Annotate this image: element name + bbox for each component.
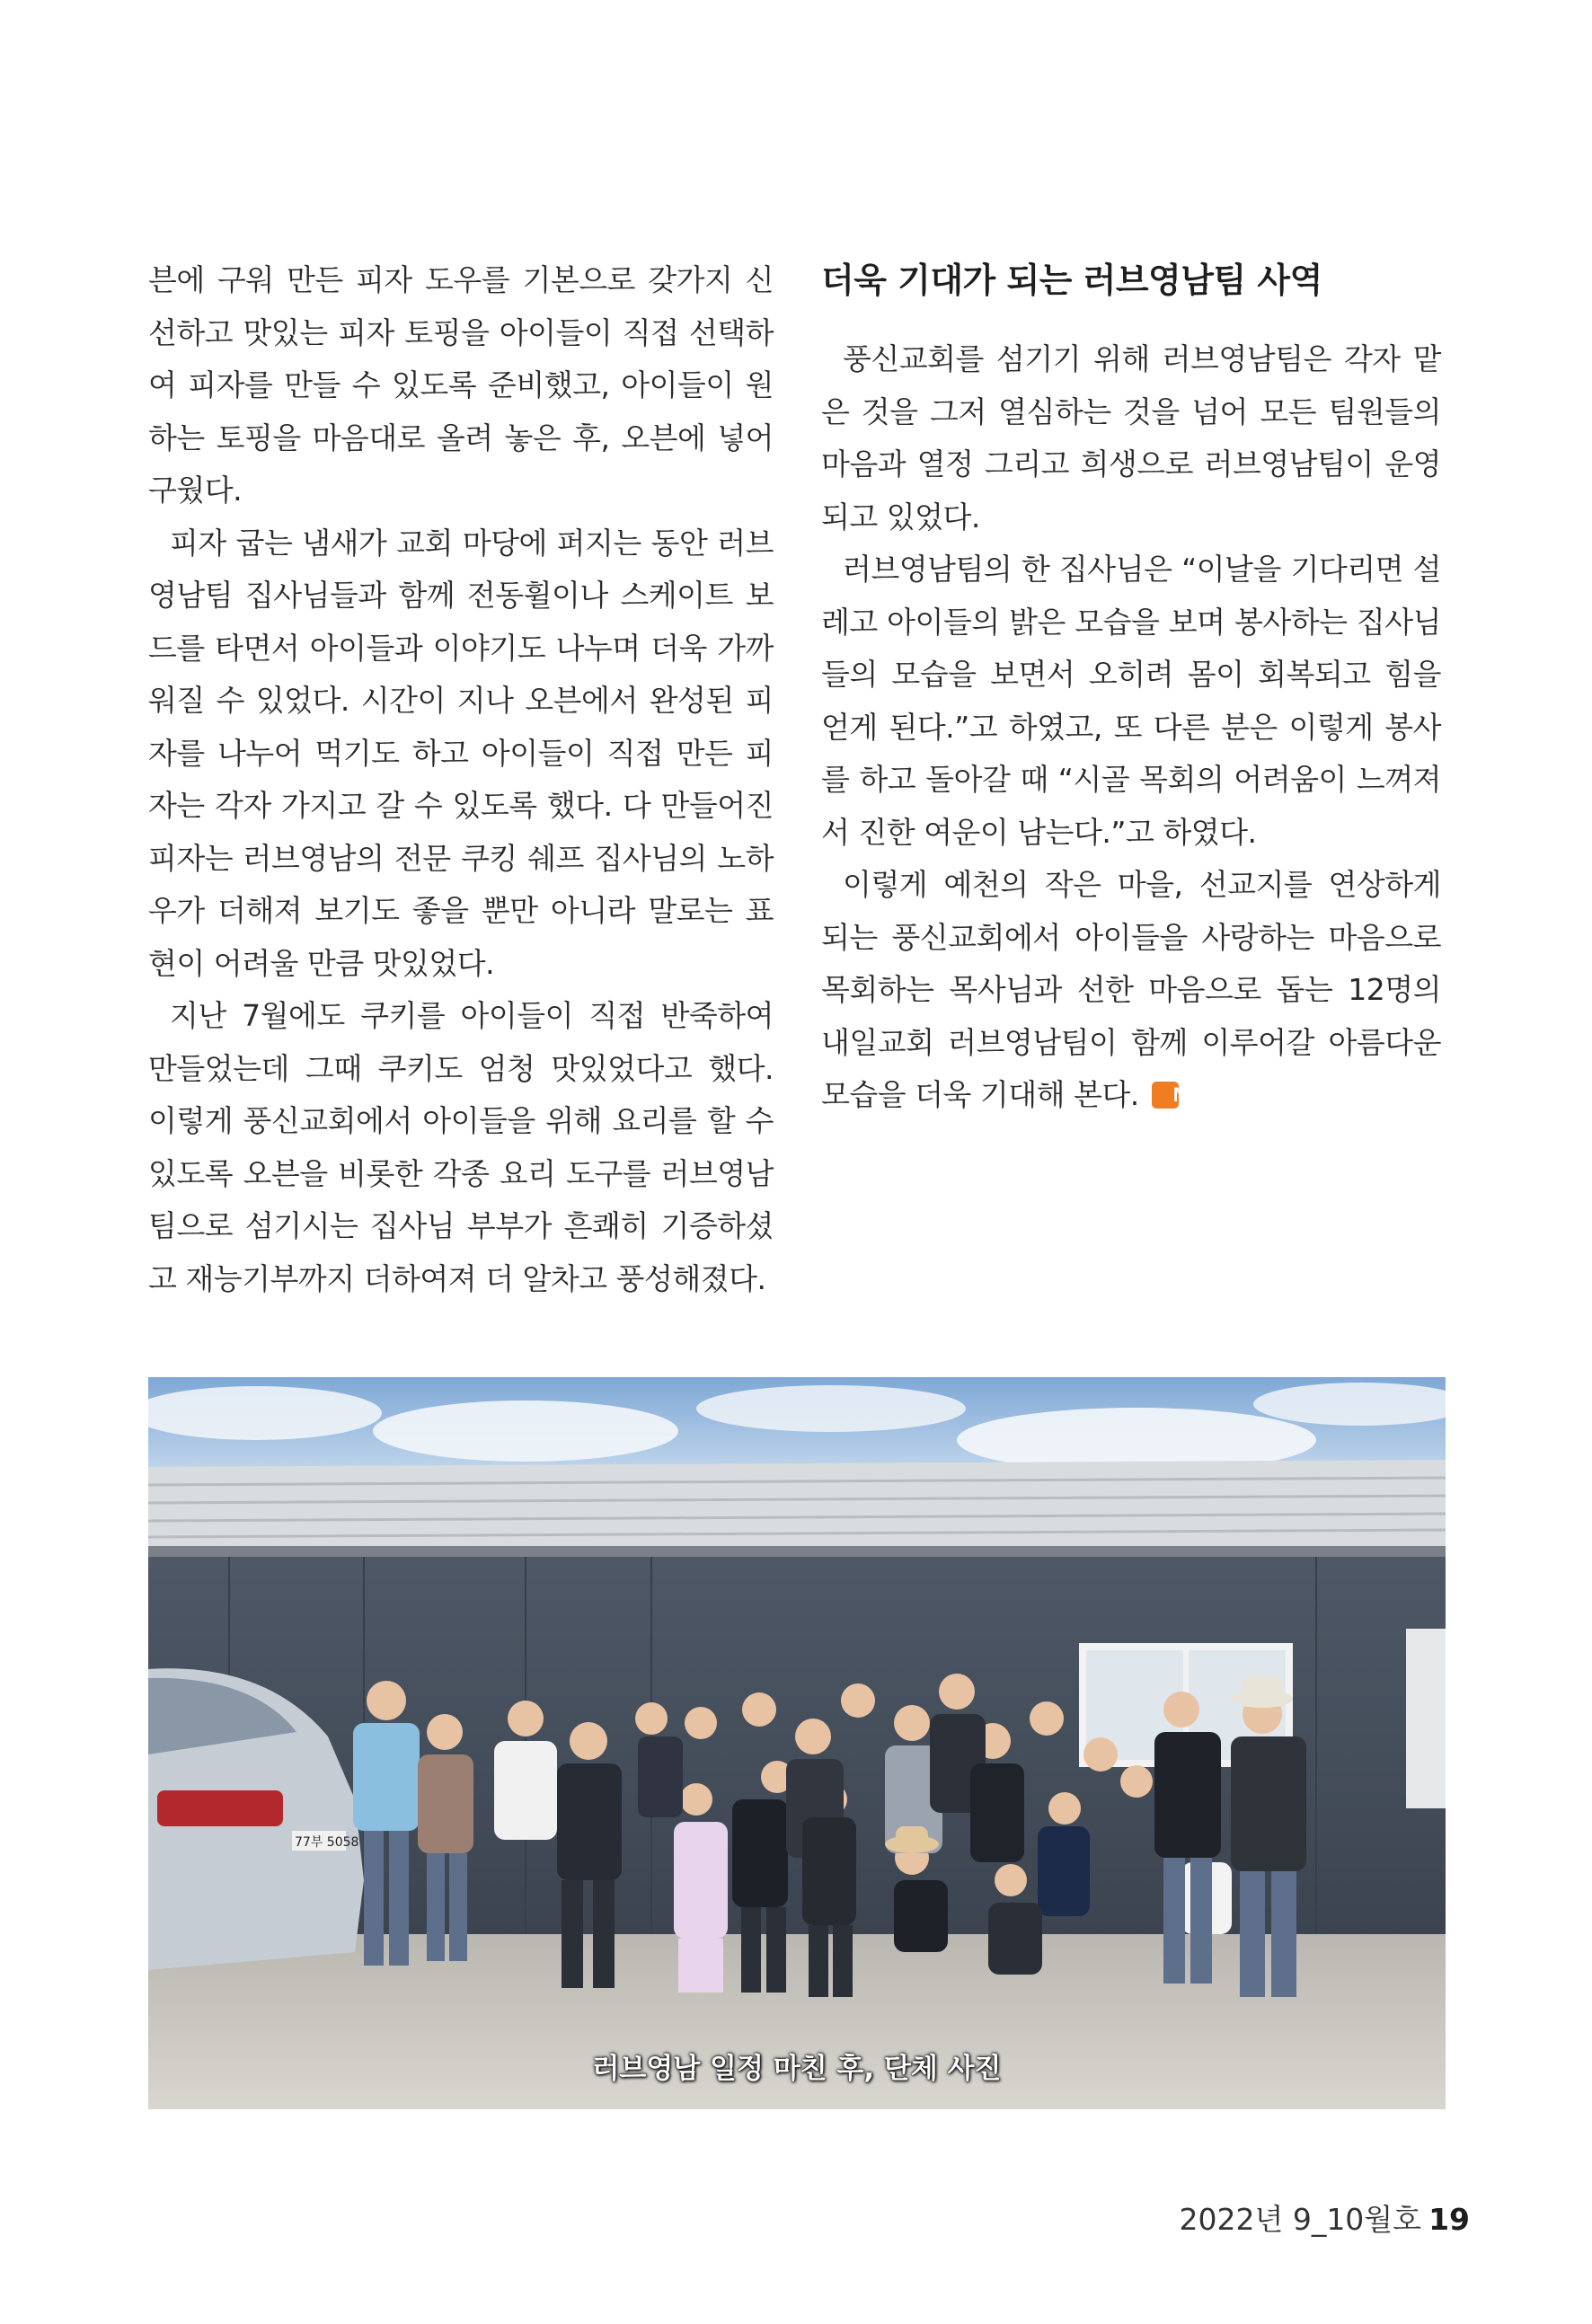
issue-label: 2022년 9_10월호	[1179, 2202, 1422, 2237]
paragraph-1: 븐에 구워 만든 피자 도우를 기본으로 갖가지 신선하고 맛있는 피자 토핑을 아이들이 직접 선택하여 피자를 만들 수 있도록 준비했고, 아이들이 원하는 토핑을 마음대로 올려 놓은 후, 오븐에 넣어 구웠다.	[148, 262, 774, 508]
n-logo-icon	[1152, 1082, 1179, 1109]
paragraph-5: 러브영남팀의 한 집사님은 “이날을 기다리면 설레고 아이들의 밝은 모습을 보며 봉사하는 집사님들의 모습을 보면서 오히려 몸이 회복되고 힘을 얻게 된다.”고 하였고, 또 다른 분은 이렇게 봉사를 하고 돌아갈 때 “시골 목회의 어려움이 느껴져서 진한 여운이 남는다.”고 하였다.	[821, 552, 1441, 850]
paragraph-4: 풍신교회를 섬기기 위해 러브영남팀은 각자 맡은 것을 그저 열심하는 것을 넘어 모든 팀원들의 마음과 열정 그리고 희생으로 러브영남팀이 운영되고 있었다.	[821, 341, 1441, 535]
group-photo-illustration	[148, 1377, 1446, 2109]
paragraph-3: 지난 7월에도 쿠키를 아이들이 직접 반죽하여 만들었는데 그때 쿠키도 엄청 맛있었다고 했다. 이렇게 풍신교회에서 아이들을 위해 요리를 할 수 있도록 오븐을 비롯한 각종 요리 도구를 러브영남팀으로 섬기시는 집사님 부부가 흔쾌히 기증하셨고 재능기부까지 더하여져 더 알차고 풍성해졌다.	[148, 998, 774, 1296]
page-footer	[1179, 2196, 1470, 2239]
left-column	[148, 254, 774, 1305]
page-number: 19	[1428, 2202, 1470, 2237]
paragraph-6	[821, 859, 1441, 1122]
group-photo	[148, 1377, 1446, 2109]
paragraph-6-text: 이렇게 예천의 작은 마을, 선교지를 연상하게 되는 풍신교회에서 아이들을 사랑하는 마음으로 목회하는 목사님과 선한 마음으로 돕는 12명의 내일교회 러브영남팀이 함께 이루어갈 아름다운 모습을 더욱 기대해 본다.	[821, 867, 1441, 1112]
section-heading: 더욱 기대가 되는 러브영남팀 사역	[821, 261, 1322, 300]
license-plate: 77부 5058	[295, 1835, 359, 1850]
paragraph-2: 피자 굽는 냄새가 교회 마당에 퍼지는 동안 러브영남팀 집사님들과 함께 전동휠이나 스케이트 보드를 타면서 아이들과 이야기도 나누며 더욱 가까워질 수 있었다. 시간이 지나 오븐에서 완성된 피자를 나누어 먹기도 하고 아이들이 직접 만든 피자는 각자 가지고 갈 수 있도록 했다. 다 만들어진 피자는 러브영남의 전문 쿠킹 쉐프 집사님의 노하우가 더해져 보기도 좋을 뿐만 아니라 말로는 표현이 어려울 만큼 맛있었다.	[148, 525, 774, 981]
right-column	[821, 254, 1441, 1122]
photo-caption: 러브영남 일정 마친 후, 단체 사진	[592, 2053, 1002, 2085]
